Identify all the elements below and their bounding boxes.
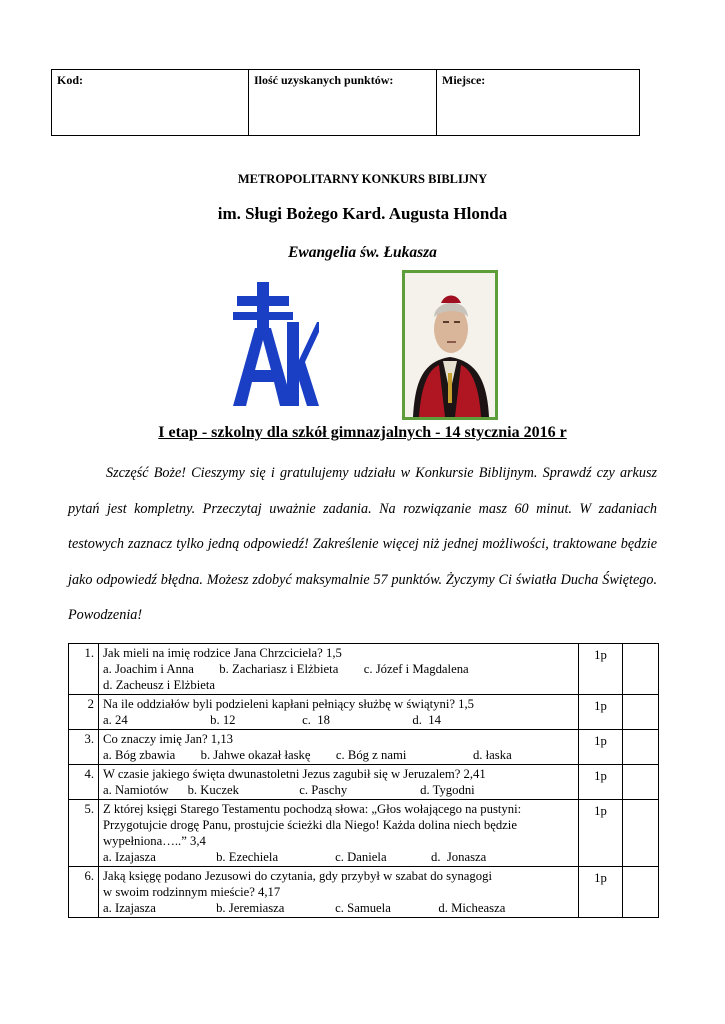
- question-number: 6.: [69, 867, 99, 918]
- question-points: 1p: [579, 867, 623, 918]
- question-number: 4.: [69, 765, 99, 800]
- answer-options[interactable]: a. Izajasza b. Ezechiela c. Daniela d. Jonasza: [103, 850, 487, 864]
- ak-logo: [233, 282, 319, 406]
- score-cell[interactable]: [623, 765, 659, 800]
- score-cell[interactable]: [623, 695, 659, 730]
- header-table: [51, 69, 640, 136]
- answer-options[interactable]: a. Izajasza b. Jeremiasza c. Samuela d. Micheasza: [103, 901, 506, 915]
- question-number: 1.: [69, 644, 99, 695]
- score-cell[interactable]: [623, 644, 659, 695]
- instructions: [68, 456, 657, 634]
- question-row: [69, 800, 659, 867]
- question-number: 5.: [69, 800, 99, 867]
- answer-options[interactable]: a. 24 b. 12 c. 18 d. 14: [103, 713, 441, 727]
- question-number: 2: [69, 695, 99, 730]
- question-points: 1p: [579, 800, 623, 867]
- question-row: [69, 765, 659, 800]
- question-text: Co znaczy imię Jan? 1,13: [103, 732, 234, 746]
- answer-options[interactable]: a. Joachim i Anna b. Zachariasz i Elżbieta c. Józef i Magdalena d. Zacheusz i Elżbieta: [103, 662, 469, 692]
- question-points: 1p: [579, 730, 623, 765]
- question-points: 1p: [579, 695, 623, 730]
- question-cell: [99, 800, 579, 867]
- question-number: 3.: [69, 730, 99, 765]
- stage-heading: I etap - szkolny dla szkół gimnazjalnych - 14 stycznia 2016 r: [158, 424, 567, 441]
- question-cell: [99, 765, 579, 800]
- question-cell: [99, 867, 579, 918]
- place-field[interactable]: Miejsce:: [437, 70, 640, 136]
- question-row: [69, 867, 659, 918]
- score-cell[interactable]: [623, 800, 659, 867]
- patron-title: im. Sługi Bożego Kard. Augusta Hlonda: [217, 204, 508, 223]
- question-cell: [99, 695, 579, 730]
- organization-title: METROPOLITARNY KONKURS BIBLIJNY: [237, 172, 488, 186]
- question-text: Z której księgi Starego Testamentu pochodzą słowa: „Głos wołającego na pustyni: Przygotujcie drogę Panu, prostujcie ścieżki dla Niego! Każda dolina niech będzie wypełniona…..” 3,4: [103, 802, 522, 848]
- question-row: [69, 644, 659, 695]
- score-cell[interactable]: [623, 730, 659, 765]
- question-points: 1p: [579, 644, 623, 695]
- code-field[interactable]: Kod:: [52, 70, 249, 136]
- points-field[interactable]: Ilość uzyskanych punktów:: [249, 70, 437, 136]
- question-text: Jak mieli na imię rodzice Jana Chrzciciela? 1,5: [103, 646, 342, 660]
- question-points: 1p: [579, 765, 623, 800]
- question-row: [69, 730, 659, 765]
- score-cell[interactable]: [623, 867, 659, 918]
- question-text: Na ile oddziałów byli podzieleni kapłani pełniący służbę w świątyni? 1,5: [103, 697, 475, 711]
- question-text: W czasie jakiego święta dwunastoletni Jezus zagubił się w Jeruzalem? 2,41: [103, 767, 486, 781]
- question-cell: [99, 730, 579, 765]
- cardinal-portrait: [402, 270, 498, 420]
- answer-options[interactable]: a. Bóg zbawia b. Jahwe okazał łaskę c. Bóg z nami d. łaska: [103, 748, 512, 762]
- question-row: [69, 695, 659, 730]
- questions-table: [68, 643, 659, 918]
- gospel-title: Ewangelia św. Łukasza: [288, 244, 437, 261]
- answer-options[interactable]: a. Namiotów b. Kuczek c. Paschy d. Tygodni: [103, 783, 475, 797]
- question-text: Jaką księgę podano Jezusowi do czytania, gdy przybył w szabat do synagogi w swoim rodzinnym mieście? 4,17: [103, 869, 492, 899]
- instructions-text: Szczęść Boże! Cieszymy się i gratulujemy udziału w Konkursie Biblijnym. Sprawdź czy arkusz pytań jest kompletny. Przeczytaj uważnie zadania. Na rozwiązanie masz 60 minut. W zadaniach testowych zaznacz tylko jedną odpowiedź! Zakreślenie więcej niż jednej możliwości, traktowane będzie jako odpowiedź błędna. Możesz zdobyć maksymalnie 57 punktów. Życzymy Ci światła Ducha Świętego. Powodzenia!: [68, 465, 657, 623]
- question-cell: [99, 644, 579, 695]
